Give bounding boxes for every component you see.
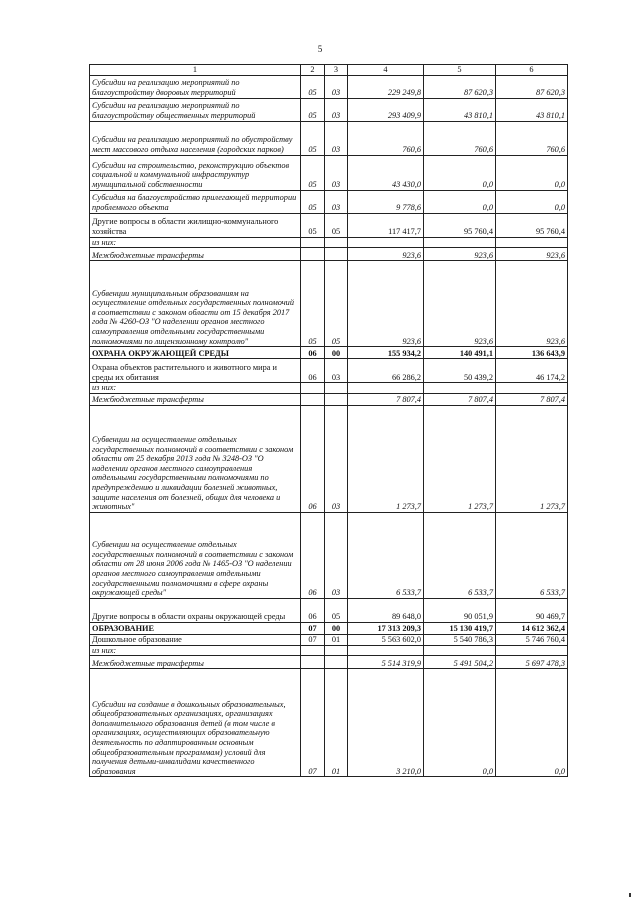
value-year1-cell: 6 533,7 — [348, 512, 424, 598]
subsection-code-cell: 00 — [325, 347, 348, 359]
table-row — [90, 622, 568, 634]
subsection-code-cell: 03 — [325, 98, 348, 121]
value-year1-cell: 229 249,8 — [348, 75, 424, 98]
subsection-code-cell — [325, 393, 348, 405]
row-name-cell: Субсидии на реализацию мероприятий по обустройству мест массового отдыха населения (городских парков) — [90, 121, 301, 155]
value-year3-cell: 46 174,2 — [496, 359, 568, 383]
budget-table — [89, 64, 568, 777]
section-code-cell: 05 — [301, 121, 325, 155]
section-code-cell: 05 — [301, 98, 325, 121]
value-year1-cell: 9 778,6 — [348, 190, 424, 213]
column-header: 5 — [424, 65, 496, 76]
page-number: 5 — [317, 44, 323, 54]
subsection-code-cell: 05 — [325, 261, 348, 347]
value-year1-cell: 5 563 602,0 — [348, 634, 424, 645]
value-year3-cell: 923,6 — [496, 248, 568, 261]
subsection-code-cell: 03 — [325, 121, 348, 155]
subsection-code-cell: 03 — [325, 405, 348, 512]
table-row — [90, 634, 568, 645]
table-row — [90, 261, 568, 347]
value-year2-cell: 7 807,4 — [424, 393, 496, 405]
value-year3-cell — [496, 645, 568, 656]
value-year2-cell — [424, 237, 496, 248]
scan-mark — [629, 893, 631, 897]
value-year1-cell: 3 210,0 — [348, 669, 424, 777]
value-year3-cell — [496, 383, 568, 394]
section-code-cell: 06 — [301, 405, 325, 512]
value-year3-cell: 14 612 362,4 — [496, 622, 568, 634]
value-year2-cell: 87 620,3 — [424, 75, 496, 98]
value-year1-cell: 923,6 — [348, 261, 424, 347]
value-year1-cell: 5 514 319,9 — [348, 656, 424, 669]
value-year3-cell: 5 697 478,3 — [496, 656, 568, 669]
table-row — [90, 405, 568, 512]
value-year1-cell: 293 409,9 — [348, 98, 424, 121]
section-code-cell: 06 — [301, 598, 325, 622]
column-header: 6 — [496, 65, 568, 76]
value-year2-cell — [424, 383, 496, 394]
value-year2-cell: 5 491 504,2 — [424, 656, 496, 669]
value-year3-cell — [496, 237, 568, 248]
row-name-cell: Охрана объектов растительного и животного мира и среды их обитания — [90, 359, 301, 383]
row-name-cell: ОХРАНА ОКРУЖАЮЩЕЙ СРЕДЫ — [90, 347, 301, 359]
column-header: 2 — [301, 65, 325, 76]
value-year1-cell: 66 286,2 — [348, 359, 424, 383]
value-year2-cell: 760,6 — [424, 121, 496, 155]
value-year3-cell: 923,6 — [496, 261, 568, 347]
row-name-cell: из них: — [90, 237, 301, 248]
row-name-cell: Субсидии на реализацию мероприятий по благоустройству дворовых территорий — [90, 75, 301, 98]
value-year3-cell: 136 643,9 — [496, 347, 568, 359]
row-name-cell: Субсидия на благоустройство прилегающей территории проблемного объекта — [90, 190, 301, 213]
row-name-cell: Другие вопросы в области охраны окружающей среды — [90, 598, 301, 622]
value-year2-cell: 923,6 — [424, 248, 496, 261]
subsection-code-cell: 05 — [325, 213, 348, 237]
section-code-cell: 07 — [301, 669, 325, 777]
subsection-code-cell: 01 — [325, 634, 348, 645]
section-code-cell — [301, 393, 325, 405]
table-row — [90, 75, 568, 98]
value-year3-cell: 7 807,4 — [496, 393, 568, 405]
table-row — [90, 669, 568, 777]
section-code-cell: 06 — [301, 359, 325, 383]
section-code-cell: 05 — [301, 190, 325, 213]
subsection-code-cell — [325, 383, 348, 394]
section-code-cell: 05 — [301, 155, 325, 190]
table-row — [90, 237, 568, 248]
value-year3-cell: 1 273,7 — [496, 405, 568, 512]
table-row — [90, 190, 568, 213]
value-year3-cell: 5 746 760,4 — [496, 634, 568, 645]
row-name-cell: Субсидии на реализацию мероприятий по благоустройству общественных территорий — [90, 98, 301, 121]
table-row — [90, 393, 568, 405]
value-year1-cell — [348, 383, 424, 394]
column-header: 4 — [348, 65, 424, 76]
table-row — [90, 598, 568, 622]
subsection-code-cell: 03 — [325, 75, 348, 98]
row-name-cell: Другие вопросы в области жилищно-коммунального хозяйства — [90, 213, 301, 237]
value-year2-cell: 95 760,4 — [424, 213, 496, 237]
row-name-cell: Субсидии на строительство, реконструкцию объектов социальной и коммунальной инфраструктур муниципальной собственности — [90, 155, 301, 190]
subsection-code-cell — [325, 237, 348, 248]
value-year2-cell: 0,0 — [424, 190, 496, 213]
value-year3-cell: 0,0 — [496, 190, 568, 213]
value-year1-cell: 7 807,4 — [348, 393, 424, 405]
section-code-cell — [301, 237, 325, 248]
value-year2-cell: 923,6 — [424, 261, 496, 347]
subsection-code-cell: 05 — [325, 598, 348, 622]
value-year1-cell — [348, 237, 424, 248]
section-code-cell: 06 — [301, 347, 325, 359]
row-name-cell: Субвенции на осуществление отдельных государственных полномочий в соответствии с законом области от 28 июня 2006 года № 1465-ОЗ "О наделении органов местного самоуправления отдельными государственными полномочиями в сфере охраны окружающей среды" — [90, 512, 301, 598]
value-year3-cell: 90 469,7 — [496, 598, 568, 622]
column-header: 1 — [90, 65, 301, 76]
row-name-cell: Межбюджетные трансферты — [90, 656, 301, 669]
value-year3-cell: 0,0 — [496, 155, 568, 190]
value-year1-cell: 155 934,2 — [348, 347, 424, 359]
value-year2-cell: 15 130 419,7 — [424, 622, 496, 634]
section-code-cell: 05 — [301, 75, 325, 98]
section-code-cell — [301, 248, 325, 261]
value-year2-cell: 0,0 — [424, 669, 496, 777]
subsection-code-cell — [325, 656, 348, 669]
table-row — [90, 155, 568, 190]
table-header-row — [90, 65, 568, 76]
subsection-code-cell: 03 — [325, 155, 348, 190]
column-header: 3 — [325, 65, 348, 76]
value-year1-cell: 923,6 — [348, 248, 424, 261]
value-year2-cell: 43 810,1 — [424, 98, 496, 121]
value-year1-cell — [348, 645, 424, 656]
value-year2-cell: 140 491,1 — [424, 347, 496, 359]
value-year2-cell — [424, 645, 496, 656]
value-year2-cell: 50 439,2 — [424, 359, 496, 383]
value-year1-cell: 1 273,7 — [348, 405, 424, 512]
value-year2-cell: 6 533,7 — [424, 512, 496, 598]
table-row — [90, 347, 568, 359]
section-code-cell — [301, 383, 325, 394]
table-row — [90, 121, 568, 155]
value-year3-cell: 6 533,7 — [496, 512, 568, 598]
value-year2-cell: 5 540 786,3 — [424, 634, 496, 645]
value-year1-cell: 117 417,7 — [348, 213, 424, 237]
table-row — [90, 656, 568, 669]
value-year3-cell: 95 760,4 — [496, 213, 568, 237]
row-name-cell: Межбюджетные трансферты — [90, 393, 301, 405]
subsection-code-cell: 00 — [325, 622, 348, 634]
value-year3-cell: 760,6 — [496, 121, 568, 155]
value-year1-cell: 760,6 — [348, 121, 424, 155]
row-name-cell: Субсидии на создание в дошкольных образовательных, общеобразовательных организациях, организациях дополнительного образования детей (в том числе в организациях, осуществляющих образовательную деятельность по адаптированным основным общеобразовательным программам) условий для получения детьми-инвалидами качественного образования — [90, 669, 301, 777]
table-row — [90, 359, 568, 383]
table-row — [90, 383, 568, 394]
section-code-cell: 07 — [301, 622, 325, 634]
table-row — [90, 645, 568, 656]
row-name-cell: Субвенции муниципальным образованиям на осуществление отдельных государственных полномочий в соответствии с законом области от 15 декабря 2017 года № 4260-ОЗ "О наделении органов местного самоуправления отдельными государственными полномочиями по лицензионному контролю" — [90, 261, 301, 347]
subsection-code-cell: 01 — [325, 669, 348, 777]
value-year3-cell: 87 620,3 — [496, 75, 568, 98]
table-row — [90, 213, 568, 237]
subsection-code-cell — [325, 248, 348, 261]
table-row — [90, 98, 568, 121]
section-code-cell: 06 — [301, 512, 325, 598]
table-row — [90, 512, 568, 598]
subsection-code-cell: 03 — [325, 359, 348, 383]
row-name-cell: Дошкольное образование — [90, 634, 301, 645]
section-code-cell: 05 — [301, 261, 325, 347]
row-name-cell: Межбюджетные трансферты — [90, 248, 301, 261]
value-year1-cell: 17 313 209,3 — [348, 622, 424, 634]
subsection-code-cell: 03 — [325, 190, 348, 213]
row-name-cell: из них: — [90, 645, 301, 656]
section-code-cell — [301, 656, 325, 669]
table-body — [90, 75, 568, 777]
subsection-code-cell — [325, 645, 348, 656]
section-code-cell — [301, 645, 325, 656]
table-row — [90, 248, 568, 261]
value-year1-cell: 89 648,0 — [348, 598, 424, 622]
value-year1-cell: 43 430,0 — [348, 155, 424, 190]
section-code-cell: 05 — [301, 213, 325, 237]
value-year2-cell: 90 051,9 — [424, 598, 496, 622]
row-name-cell: Субвенции на осуществление отдельных государственных полномочий в соответствии с законом области от 25 декабря 2013 года № 3248-ОЗ "О наделении органов местного самоуправления отдельными государственными полномочиями по предупреждению и ликвидации болезней животных, защите населения от болезней, общих для человека и животных" — [90, 405, 301, 512]
value-year3-cell: 0,0 — [496, 669, 568, 777]
value-year3-cell: 43 810,1 — [496, 98, 568, 121]
value-year2-cell: 0,0 — [424, 155, 496, 190]
subsection-code-cell: 03 — [325, 512, 348, 598]
value-year2-cell: 1 273,7 — [424, 405, 496, 512]
section-code-cell: 07 — [301, 634, 325, 645]
row-name-cell: из них: — [90, 383, 301, 394]
row-name-cell: ОБРАЗОВАНИЕ — [90, 622, 301, 634]
